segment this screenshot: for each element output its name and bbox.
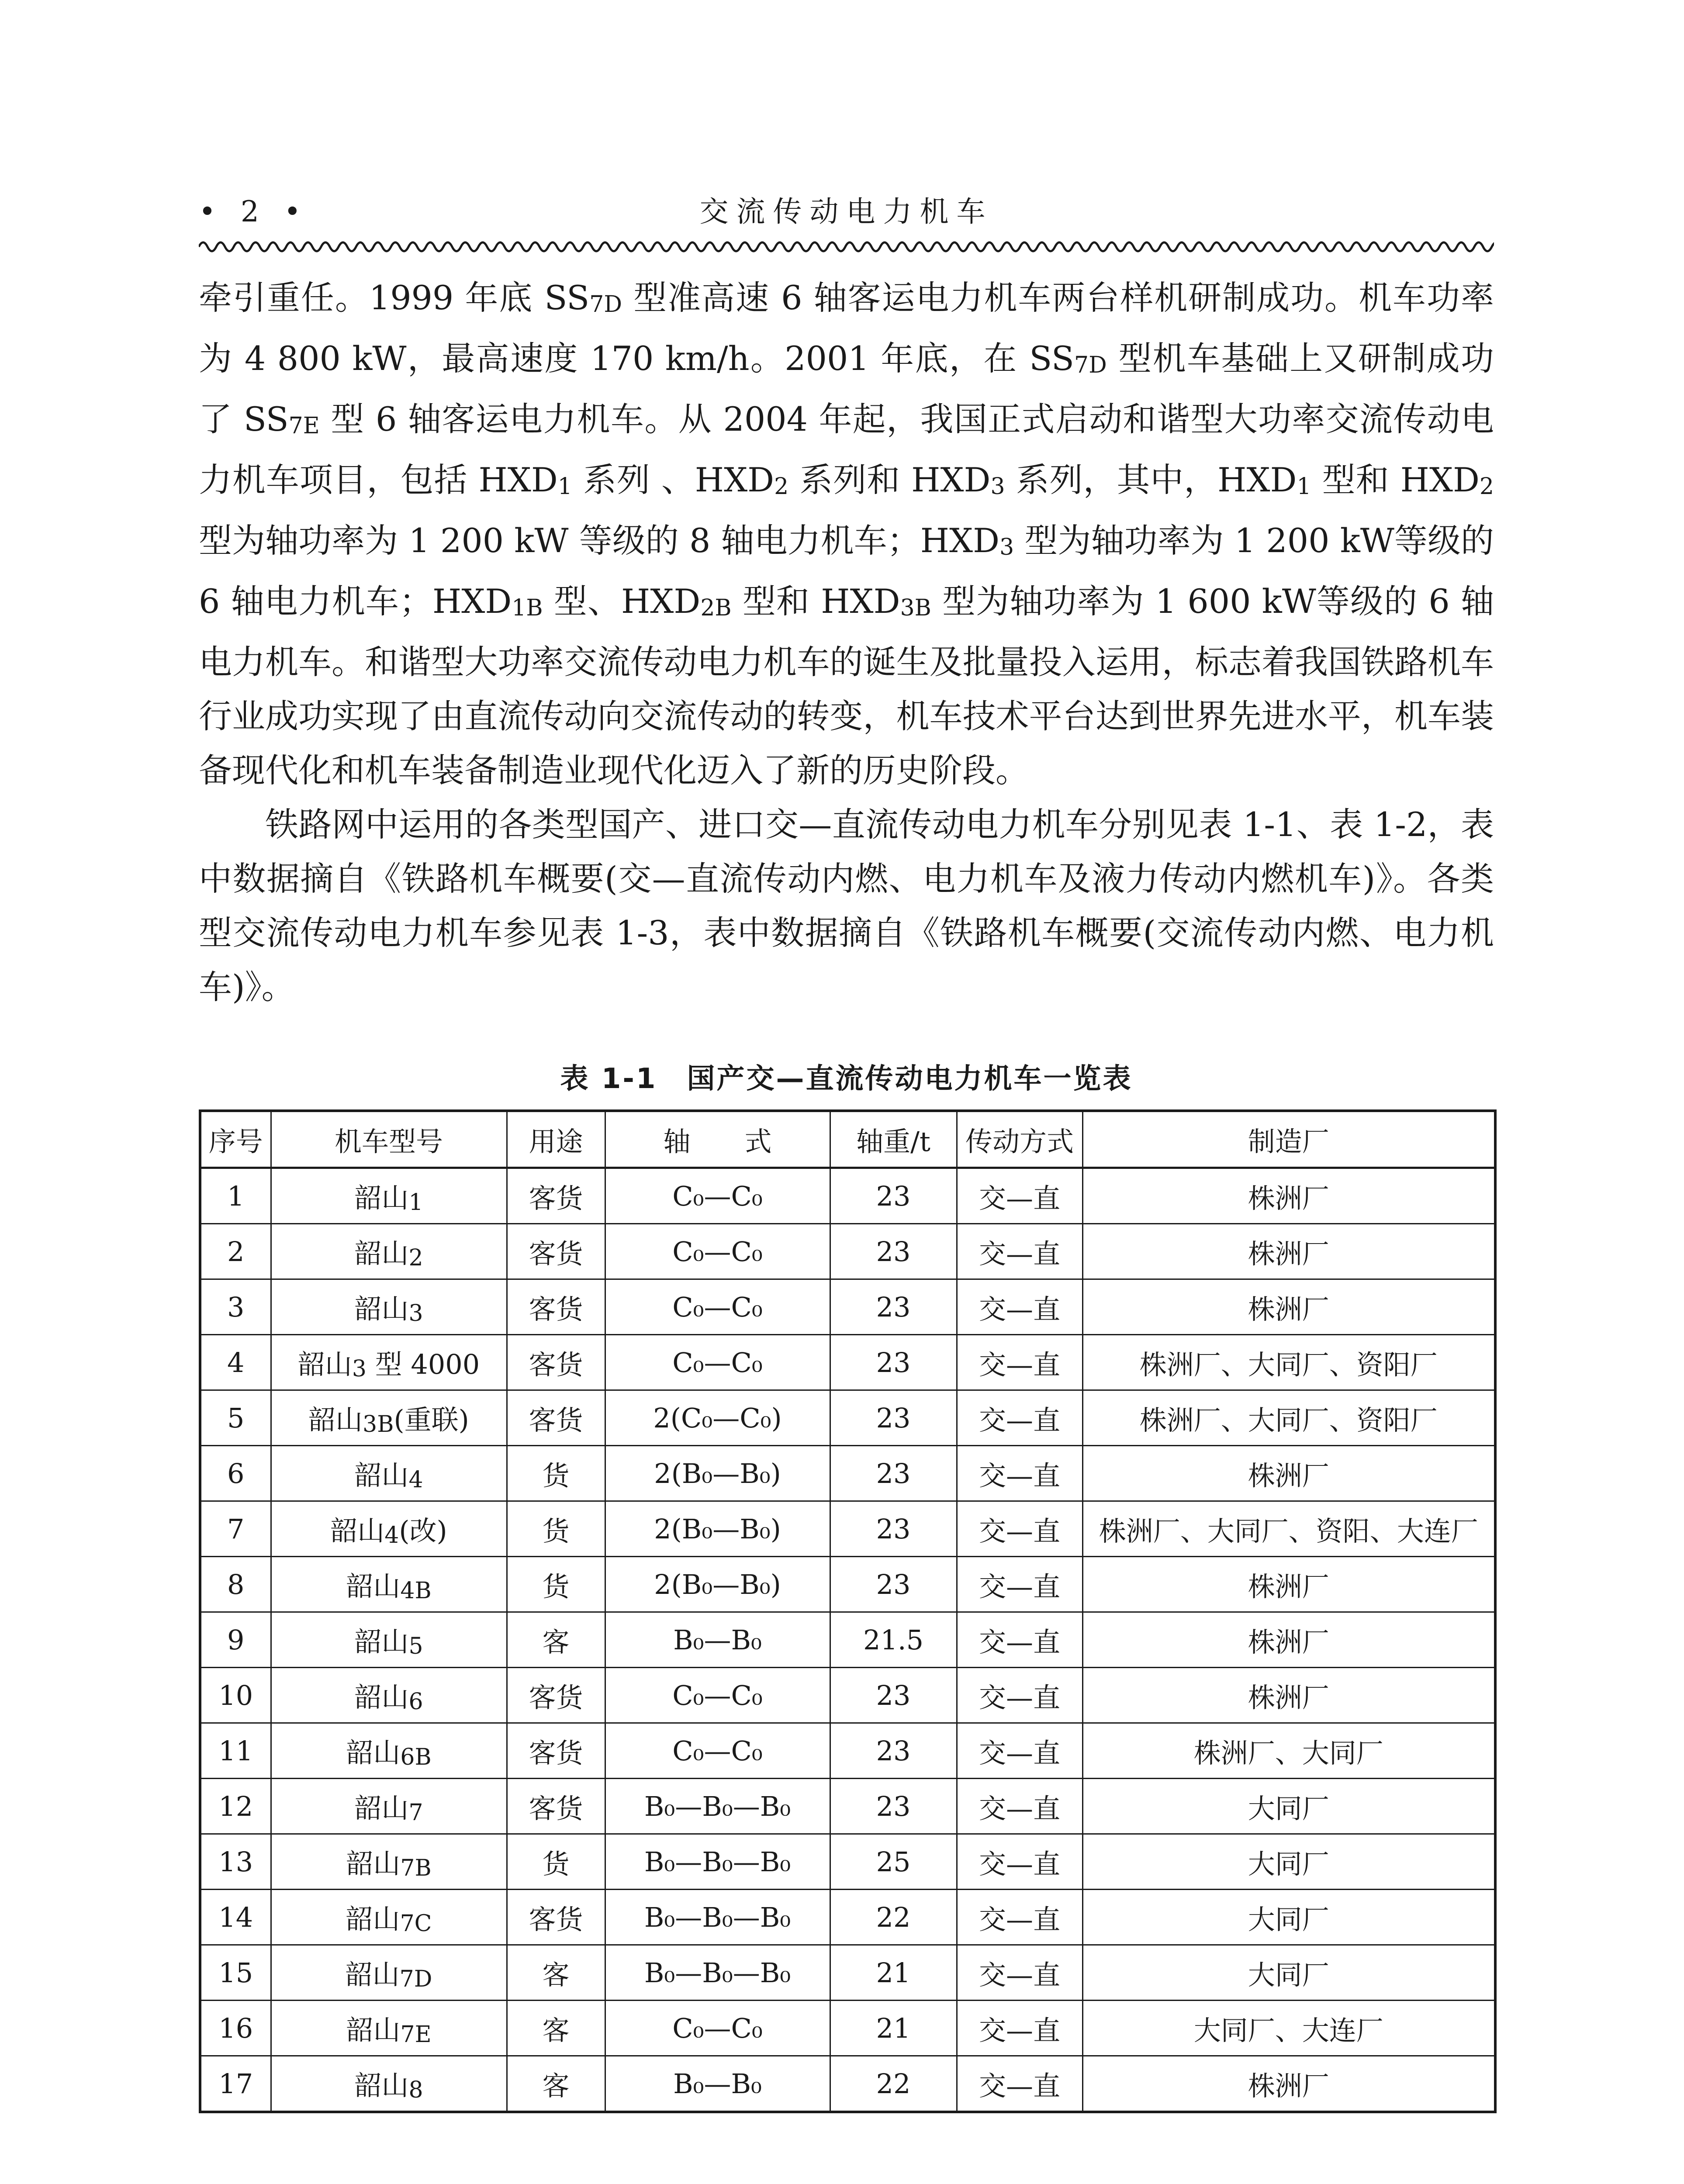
cell-axle: 2(B₀—B₀) [605, 1446, 830, 1501]
page-number: • 2 • [199, 195, 309, 228]
cell-drive: 交—直 [957, 1557, 1082, 1612]
cell-use: 客货 [507, 1279, 605, 1335]
cell-drive: 交—直 [957, 1834, 1082, 1890]
table-row [200, 2056, 1495, 2112]
cell-axle: B₀—B₀—B₀ [605, 1945, 830, 2001]
cell-maker: 株洲厂 [1082, 1168, 1495, 1224]
cell-use: 客 [507, 1612, 605, 1668]
cell-axle: C₀—C₀ [605, 1335, 830, 1390]
body-text [199, 271, 1494, 1014]
cell-no: 5 [200, 1390, 271, 1446]
cell-use: 客货 [507, 1779, 605, 1834]
cell-maker: 株洲厂、大同厂 [1082, 1723, 1495, 1779]
cell-model: 韶山4B [271, 1557, 507, 1612]
cell-no: 9 [200, 1612, 271, 1668]
cell-no: 2 [200, 1224, 271, 1279]
cell-no: 10 [200, 1668, 271, 1723]
cell-drive: 交—直 [957, 2001, 1082, 2056]
cell-weight: 23 [830, 1279, 957, 1335]
cell-model: 韶山7E [271, 2001, 507, 2056]
cell-maker: 株洲厂、大同厂、资阳厂 [1082, 1335, 1495, 1390]
cell-model: 韶山3B(重联) [271, 1390, 507, 1446]
cell-drive: 交—直 [957, 1612, 1082, 1668]
cell-drive: 交—直 [957, 1279, 1082, 1335]
cell-weight: 23 [830, 1168, 957, 1224]
cell-axle: 2(C₀—C₀) [605, 1390, 830, 1446]
cell-weight: 23 [830, 1723, 957, 1779]
cell-maker: 株洲厂 [1082, 1557, 1495, 1612]
cell-maker: 株洲厂 [1082, 1612, 1495, 1668]
cell-weight: 23 [830, 1557, 957, 1612]
cell-drive: 交—直 [957, 1723, 1082, 1779]
cell-no: 15 [200, 1945, 271, 2001]
cell-model: 韶山4(改) [271, 1501, 507, 1557]
header-cell: 序号 [200, 1111, 271, 1168]
cell-drive: 交—直 [957, 1224, 1082, 1279]
cell-use: 货 [507, 1834, 605, 1890]
cell-weight: 22 [830, 1890, 957, 1945]
cell-use: 客货 [507, 1390, 605, 1446]
cell-drive: 交—直 [957, 1945, 1082, 2001]
cell-drive: 交—直 [957, 1335, 1082, 1390]
table-row [200, 1446, 1495, 1501]
table-caption: 表 1-1 国产交—直流传动电力机车一览表 [560, 1063, 1133, 1095]
cell-weight: 23 [830, 1501, 957, 1557]
header-cell: 机车型号 [271, 1111, 507, 1168]
cell-weight: 23 [830, 1224, 957, 1279]
cell-maker: 株洲厂 [1082, 1668, 1495, 1723]
table-row [200, 1335, 1495, 1390]
table-header-row [200, 1111, 1495, 1168]
cell-model: 韶山7C [271, 1890, 507, 1945]
cell-weight: 21 [830, 2001, 957, 2056]
cell-no: 1 [200, 1168, 271, 1224]
cell-maker: 株洲厂、大同厂、资阳厂 [1082, 1390, 1495, 1446]
table-row [200, 1668, 1495, 1723]
cell-maker: 大同厂 [1082, 1945, 1495, 2001]
cell-drive: 交—直 [957, 1168, 1082, 1224]
cell-no: 8 [200, 1557, 271, 1612]
cell-no: 11 [200, 1723, 271, 1779]
header-cell: 传动方式 [957, 1111, 1082, 1168]
cell-axle: B₀—B₀—B₀ [605, 1834, 830, 1890]
cell-model: 韶山7D [271, 1945, 507, 2001]
cell-model: 韶山5 [271, 1612, 507, 1668]
cell-weight: 23 [830, 1668, 957, 1723]
cell-no: 16 [200, 2001, 271, 2056]
cell-no: 7 [200, 1501, 271, 1557]
cell-maker: 株洲厂 [1082, 1446, 1495, 1501]
table-row [200, 1612, 1495, 1668]
cell-drive: 交—直 [957, 1390, 1082, 1446]
cell-model: 韶山7 [271, 1779, 507, 1834]
cell-no: 17 [200, 2056, 271, 2112]
header-cell: 用途 [507, 1111, 605, 1168]
table-row [200, 1390, 1495, 1446]
cell-axle: C₀—C₀ [605, 1279, 830, 1335]
table-row [200, 1279, 1495, 1335]
cell-no: 6 [200, 1446, 271, 1501]
cell-drive: 交—直 [957, 1446, 1082, 1501]
cell-no: 3 [200, 1279, 271, 1335]
cell-use: 客货 [507, 1668, 605, 1723]
cell-use: 货 [507, 1557, 605, 1612]
cell-weight: 22 [830, 2056, 957, 2112]
cell-use: 货 [507, 1446, 605, 1501]
cell-maker: 大同厂 [1082, 1779, 1495, 1834]
page-header [199, 188, 1494, 236]
cell-no: 13 [200, 1834, 271, 1890]
table-row [200, 2001, 1495, 2056]
header-cell: 轴重/t [830, 1111, 957, 1168]
table-row [200, 1224, 1495, 1279]
paragraph-1: 牵引重任。1999 年底 SS7D 型准高速 6 轴客运电力机车两台样机研制成功。机车功率为 4 800 kW，最高速度 170 km/h。2001 年底，在 SS7D 型机车基础上又研制成功了 SS7E 型 6 轴客运电力机车。从 2004 年起，我国正式启动和谐型大功率交流传动电力机车项目，包括 HXD1 系列 、HXD2 系列和 HXD3 系列，其中，HXD1 型和 HXD2 型为轴功率为 1 200 kW 等级的 8 轴电力机车；HXD3 型为轴功率为 1 200 kW等级的 6 轴电力机车；HXD1B 型、HXD2B 型和 HXD3B 型为轴功率为 1 600 kW等级的 6 轴电力机车。和谐型大功率交流传动电力机车的诞生及批量投入运用，标志着我国铁路机车行业成功实现了由直流传动向交流传动的转变，机车技术平台达到世界先进水平，机车装备现代化和机车装备制造业现代化迈入了新的历史阶段。 [199, 278, 1494, 790]
cell-axle: B₀—B₀—B₀ [605, 1779, 830, 1834]
cell-model: 韶山8 [271, 2056, 507, 2112]
cell-use: 客货 [507, 1168, 605, 1224]
cell-maker: 株洲厂 [1082, 2056, 1495, 2112]
cell-model: 韶山6 [271, 1668, 507, 1723]
cell-drive: 交—直 [957, 1668, 1082, 1723]
cell-maker: 大同厂 [1082, 1890, 1495, 1945]
cell-drive: 交—直 [957, 1501, 1082, 1557]
cell-use: 客货 [507, 1335, 605, 1390]
header-cell: 制造厂 [1082, 1111, 1495, 1168]
cell-axle: C₀—C₀ [605, 1224, 830, 1279]
cell-axle: C₀—C₀ [605, 1168, 830, 1224]
cell-axle: B₀—B₀ [605, 1612, 830, 1668]
header-cell: 轴 式 [605, 1111, 830, 1168]
cell-maker: 株洲厂 [1082, 1279, 1495, 1335]
cell-maker: 大同厂 [1082, 1834, 1495, 1890]
decorative-wave-divider [199, 236, 1494, 258]
table-row [200, 1834, 1495, 1890]
cell-maker: 大同厂、大连厂 [1082, 2001, 1495, 2056]
locomotive-table [199, 1109, 1497, 2113]
table-row [200, 1890, 1495, 1945]
cell-weight: 25 [830, 1834, 957, 1890]
table-row [200, 1501, 1495, 1557]
cell-drive: 交—直 [957, 2056, 1082, 2112]
running-title: 交流传动电力机车 [699, 195, 993, 228]
cell-use: 客货 [507, 1890, 605, 1945]
table-row [200, 1779, 1495, 1834]
cell-model: 韶山6B [271, 1723, 507, 1779]
table-row [200, 1168, 1495, 1224]
table-row [200, 1557, 1495, 1612]
cell-axle: B₀—B₀—B₀ [605, 1890, 830, 1945]
cell-model: 韶山2 [271, 1224, 507, 1279]
cell-model: 韶山3 型 4000 [271, 1335, 507, 1390]
cell-use: 客货 [507, 1723, 605, 1779]
cell-axle: C₀—C₀ [605, 2001, 830, 2056]
cell-use: 货 [507, 1501, 605, 1557]
cell-model: 韶山7B [271, 1834, 507, 1890]
cell-axle: B₀—B₀ [605, 2056, 830, 2112]
cell-model: 韶山3 [271, 1279, 507, 1335]
cell-maker: 株洲厂、大同厂、资阳、大连厂 [1082, 1501, 1495, 1557]
cell-weight: 23 [830, 1390, 957, 1446]
cell-drive: 交—直 [957, 1890, 1082, 1945]
cell-weight: 21.5 [830, 1612, 957, 1668]
cell-weight: 23 [830, 1446, 957, 1501]
cell-use: 客 [507, 2056, 605, 2112]
cell-no: 4 [200, 1335, 271, 1390]
cell-model: 韶山4 [271, 1446, 507, 1501]
cell-axle: C₀—C₀ [605, 1723, 830, 1779]
cell-no: 14 [200, 1890, 271, 1945]
cell-use: 客货 [507, 1224, 605, 1279]
cell-weight: 23 [830, 1779, 957, 1834]
cell-use: 客 [507, 1945, 605, 2001]
cell-axle: 2(B₀—B₀) [605, 1501, 830, 1557]
cell-drive: 交—直 [957, 1779, 1082, 1834]
cell-use: 客 [507, 2001, 605, 2056]
cell-weight: 21 [830, 1945, 957, 2001]
cell-weight: 23 [830, 1335, 957, 1390]
cell-axle: 2(B₀—B₀) [605, 1557, 830, 1612]
cell-maker: 株洲厂 [1082, 1224, 1495, 1279]
table-row [200, 1945, 1495, 2001]
cell-model: 韶山1 [271, 1168, 507, 1224]
cell-no: 12 [200, 1779, 271, 1834]
paragraph-2: 铁路网中运用的各类型国产、进口交—直流传动电力机车分别见表 1-1、表 1-2，表中数据摘自《铁路机车概要(交—直流传动内燃、电力机车及液力传动内燃机车)》。各类型交流传动电力机车参见表 1-3，表中数据摘自《铁路机车概要(交流传动内燃、电力机车)》。 [199, 805, 1494, 1006]
cell-axle: C₀—C₀ [605, 1668, 830, 1723]
table-row [200, 1723, 1495, 1779]
